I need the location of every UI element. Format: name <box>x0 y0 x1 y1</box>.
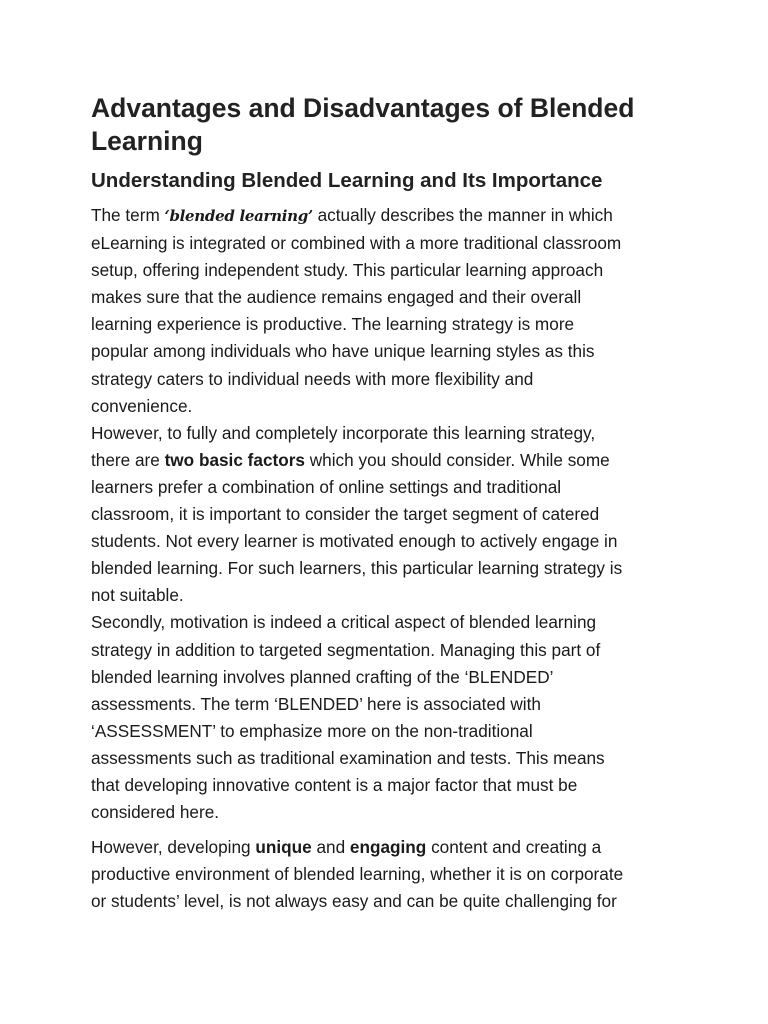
text-line: popular among individuals who have unique learning styles as this <box>91 341 595 362</box>
paragraph-intro <box>91 202 691 420</box>
text-span: there are <box>91 449 165 470</box>
bold-word: engaging <box>349 837 427 858</box>
bold-phrase: two basic factors <box>164 449 305 470</box>
text-span: and <box>311 837 350 858</box>
paragraph-motivation <box>91 609 691 826</box>
text-line <box>91 447 691 474</box>
text-line: students. Not every learner is motivated enough to actively engage in <box>91 531 618 552</box>
text-line: Secondly, motivation is indeed a critical aspect of blended learning <box>91 612 597 633</box>
text-line: assessments such as traditional examination and tests. This means <box>91 747 605 768</box>
text-line: blended learning involves planned crafting of the ‘BLENDED’ <box>91 666 554 687</box>
text-line: blended learning. For such learners, this particular learning strategy is <box>91 558 623 579</box>
document-page <box>91 92 691 915</box>
paragraph-content <box>91 834 691 915</box>
text-span: which you should consider. While some <box>304 449 610 470</box>
text-span: actually describes the manner in which <box>312 205 613 225</box>
text-line: makes sure that the audience remains engaged and their overall <box>91 287 582 308</box>
text-line: ‘ASSESSMENT’ to emphasize more on the non-traditional <box>91 720 533 741</box>
text-line: setup, offering independent study. This particular learning approach <box>91 260 604 281</box>
text-line: strategy caters to individual needs with more flexibility and <box>91 368 534 389</box>
text-line: However, to fully and completely incorporate this learning strategy, <box>91 422 596 443</box>
text-line: eLearning is integrated or combined with a more traditional classroom <box>91 233 622 254</box>
text-line <box>91 834 691 861</box>
text-line: assessments. The term ‘BLENDED’ here is associated with <box>91 693 541 714</box>
bold-word: unique <box>255 837 312 858</box>
text-line: learning experience is productive. The learning strategy is more <box>91 314 575 335</box>
text-line: productive environment of blended learning, whether it is on corporate <box>91 864 624 885</box>
emphasized-term: ‘blended learning’ <box>164 207 313 225</box>
document-title: Advantages and Disadvantages of Blended Learning <box>91 93 635 156</box>
text-line: strategy in addition to targeted segmentation. Managing this part of <box>91 639 601 660</box>
section-heading: Understanding Blended Learning and Its Importance <box>91 169 603 192</box>
text-line: considered here. <box>91 802 220 823</box>
text-line: or students’ level, is not always easy and can be quite challenging for <box>91 891 617 912</box>
text-span: The term <box>91 205 165 225</box>
text-line <box>91 202 691 230</box>
text-line: convenience. <box>91 395 193 416</box>
text-span: However, developing <box>91 837 256 858</box>
paragraph-factors <box>91 420 691 610</box>
text-span: content and creating a <box>426 837 602 858</box>
text-line: not suitable. <box>91 585 184 606</box>
text-line: that developing innovative content is a major factor that must be <box>91 774 578 795</box>
text-line: classroom, it is important to consider the target segment of catered <box>91 504 600 525</box>
text-line: learners prefer a combination of online settings and traditional <box>91 476 562 497</box>
